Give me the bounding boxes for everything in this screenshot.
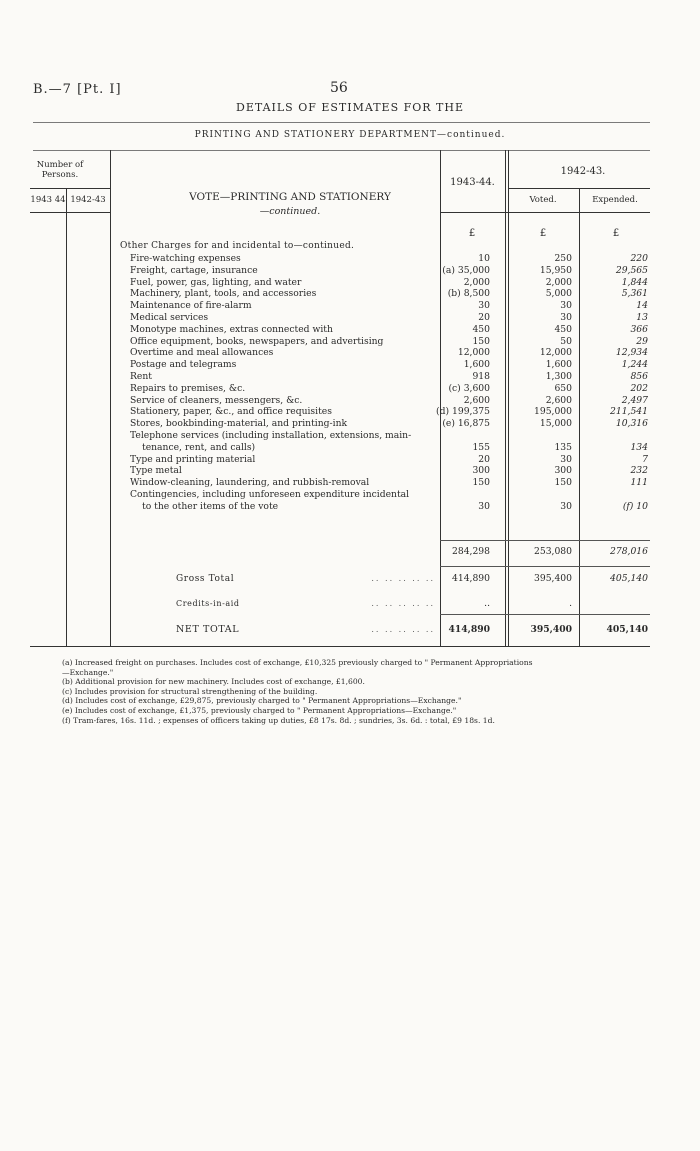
net-total-row [0, 624, 700, 636]
item-expended: 7 [642, 453, 648, 465]
item-label: Stores, bookbinding-material, and printing-ink [130, 418, 348, 430]
table-row [0, 406, 700, 418]
item-label: Overtime and meal allowances [130, 347, 274, 359]
item-voted: 5,000 [545, 288, 572, 300]
item-estimate: 150 [472, 335, 490, 347]
rule [440, 212, 650, 213]
item-estimate: 30 [478, 500, 490, 512]
item-estimate: 918 [472, 371, 490, 382]
item-expended: 202 [630, 382, 648, 394]
item-voted: 30 [560, 453, 572, 465]
item-expended: (f) 10 [622, 500, 648, 512]
item-voted: 30 [560, 500, 572, 512]
item-expended: 10,316 [615, 418, 648, 430]
item-label: Rent [130, 371, 152, 382]
item-estimate: (b) 8,500 [447, 288, 490, 300]
item-voted: 135 [554, 441, 572, 453]
leader-dots: .. .. .. .. .. [371, 574, 435, 583]
item-label: Monotype machines, extras connected with [130, 323, 333, 335]
subtotal-expended: 278,016 [610, 546, 648, 557]
item-label: Maintenance of fire-alarm [130, 300, 252, 312]
footnote: (b) Additional provision for new machinery. Includes cost of exchange, £1,600. [62, 677, 365, 687]
item-voted: 12,000 [539, 347, 572, 359]
item-voted: 30 [560, 312, 572, 323]
rule [440, 614, 650, 615]
item-voted: 1,300 [545, 371, 572, 382]
item-estimate: (a) 35,000 [442, 264, 490, 276]
table-row [0, 336, 700, 348]
item-label: Type metal [130, 465, 182, 477]
year-current-heading: 1943-44. [450, 177, 495, 188]
footnote: (a) Increased freight on purchases. Includes cost of exchange, £10,325 previously charged to " Permanent Appropriations [62, 658, 533, 667]
item-label: Postage and telegrams [130, 359, 237, 371]
item-label: Office equipment, books, newspapers, and advertising [130, 335, 384, 347]
rule [33, 150, 650, 151]
rule [30, 646, 650, 647]
table-row [0, 347, 700, 359]
item-expended: 1,244 [621, 359, 648, 371]
net-total-voted: 395,400 [530, 624, 572, 635]
item-estimate: (e) 16,875 [442, 418, 490, 430]
gross-total-row [0, 573, 700, 585]
item-voted: 2,600 [545, 394, 572, 406]
item-voted: 650 [554, 382, 572, 394]
table-row [0, 454, 700, 466]
footnote: (c) Includes provision for structural strengthening of the building. [62, 686, 318, 696]
footnote: (e) Includes cost of exchange, £1,375, previously charged to " Permanent Appropriations—Exchange." [62, 706, 457, 715]
item-label: Fire-watching expenses [130, 253, 241, 264]
table-row [0, 288, 700, 300]
voted-heading: Voted. [529, 195, 557, 205]
table-row [0, 477, 700, 489]
table-row [0, 312, 700, 324]
persons-heading: Number of Persons. [36, 160, 84, 180]
item-expended: 29,565 [615, 264, 648, 276]
footnote: (d) Includes cost of exchange, £29,875, previously charged to " Permanent Appropriations—Exchange." [62, 696, 462, 706]
table-row [0, 265, 700, 277]
item-label: Window-cleaning, laundering, and rubbish-removal [130, 477, 370, 489]
subtotal-row [0, 546, 700, 558]
item-estimate: 150 [472, 477, 490, 489]
item-estimate: (c) 3,600 [448, 382, 490, 394]
item-voted: 2,000 [545, 276, 572, 288]
item-label: Repairs to premises, &c. [130, 382, 246, 394]
rule [440, 540, 650, 541]
table-row [0, 300, 700, 312]
credits-label: Credits-in-aid [176, 599, 240, 608]
table-row [0, 489, 700, 501]
pound-sign: £ [612, 228, 620, 239]
net-total-label: NET TOTAL [176, 624, 240, 635]
table-row [0, 430, 700, 442]
item-expended: 111 [630, 477, 648, 489]
item-label: Type and printing material [130, 453, 256, 465]
item-voted: 195,000 [534, 406, 572, 418]
footnote: (f) Tram-fares, 16s. 11d. ; expenses of officers taking up duties, £8 17s. 8d. ; sundries, 3s. 6d. : total, £9 18s. 1d. [62, 715, 495, 725]
item-estimate: 10 [478, 253, 490, 264]
item-label: to the other items of the vote [142, 500, 279, 512]
item-expended: 12,934 [615, 347, 648, 359]
table-row [0, 501, 700, 513]
item-expended: 134 [630, 441, 648, 453]
item-estimate: 2,600 [463, 394, 490, 406]
item-estimate: 20 [478, 453, 490, 465]
persons-1942: 1942-43 [70, 195, 106, 205]
gross-total-label: Gross Total [176, 574, 235, 584]
leader-dots: .. .. .. .. .. [371, 599, 435, 608]
item-expended: 2,497 [621, 394, 648, 406]
gross-total-voted: 395,400 [534, 573, 572, 584]
page-title: DETAILS OF ESTIMATES FOR THE [236, 101, 464, 114]
item-expended: 29 [636, 335, 648, 347]
expended-heading: Expended. [592, 195, 638, 205]
item-voted: 250 [554, 253, 572, 264]
item-estimate: 20 [478, 312, 490, 323]
item-voted: 30 [560, 300, 572, 312]
section-heading: Other Charges for and incidental to—continued. [120, 241, 355, 251]
document-reference: B.—7 [Pt. I] [33, 82, 122, 97]
item-voted: 150 [554, 477, 572, 489]
item-estimate: 1,600 [463, 359, 490, 371]
item-label: Telephone services (including installation, extensions, main- [130, 430, 412, 441]
table-row [0, 277, 700, 289]
item-expended: 856 [630, 371, 648, 382]
item-expended: 13 [636, 312, 648, 323]
credits-voted: . [569, 598, 572, 609]
year-previous-heading: 1942-43. [560, 166, 606, 177]
item-expended: 5,361 [621, 288, 648, 300]
net-total-expended: 405,140 [606, 624, 648, 635]
item-voted: 15,000 [539, 418, 572, 430]
table-row [0, 359, 700, 371]
item-label: Machinery, plant, tools, and accessories [130, 288, 317, 300]
footnote: —Exchange." [62, 667, 114, 677]
rule [440, 566, 650, 567]
item-estimate: 2,000 [463, 276, 490, 288]
rule [30, 212, 110, 213]
table-row [0, 395, 700, 407]
item-voted: 50 [560, 335, 572, 347]
leader-dots: .. .. .. .. .. [371, 625, 435, 634]
department-title: PRINTING AND STATIONERY DEPARTMENT—continued. [194, 130, 506, 140]
item-expended: 220 [630, 253, 648, 264]
rule [33, 122, 650, 123]
item-estimate: 30 [478, 300, 490, 312]
item-expended: 232 [630, 465, 648, 477]
item-label: Service of cleaners, messengers, &c. [130, 394, 303, 406]
table-row [0, 465, 700, 477]
item-estimate: 450 [472, 323, 490, 335]
item-estimate: 12,000 [457, 347, 490, 359]
item-label: Fuel, power, gas, lighting, and water [130, 276, 302, 288]
item-label: Stationery, paper, &c., and office requisites [130, 406, 332, 418]
table-row [0, 418, 700, 430]
pound-sign: £ [468, 228, 476, 239]
table-row [0, 371, 700, 383]
item-voted: 300 [554, 465, 572, 477]
gross-total-expended: 405,140 [610, 573, 648, 584]
item-expended: 366 [630, 323, 648, 335]
item-label: tenance, rent, and calls) [142, 441, 256, 453]
item-label: Contingencies, including unforeseen expenditure incidental [130, 489, 410, 500]
credits-row [0, 598, 700, 610]
credits-estimate: .. [484, 598, 490, 609]
subtotal-voted: 253,080 [534, 546, 572, 557]
vote-continued: —continued. [259, 206, 321, 217]
item-voted: 450 [554, 323, 572, 335]
gross-total-estimate: 414,890 [452, 573, 490, 584]
item-voted: 1,600 [545, 359, 572, 371]
item-estimate: 155 [472, 441, 490, 453]
item-voted: 15,950 [539, 264, 572, 276]
table-row [0, 253, 700, 265]
net-total-estimate: 414,890 [448, 624, 490, 635]
item-expended: 1,844 [621, 276, 648, 288]
table-row [0, 442, 700, 454]
item-label: Freight, cartage, insurance [130, 264, 258, 276]
rule [30, 188, 110, 189]
table-row [0, 383, 700, 395]
pound-sign: £ [539, 228, 547, 239]
persons-1943: 1943 44 [30, 195, 66, 205]
vote-title: VOTE—PRINTING AND STATIONERY [189, 191, 391, 203]
item-estimate: 300 [472, 465, 490, 477]
item-expended: 14 [636, 300, 648, 312]
item-expended: 211,541 [610, 406, 648, 418]
item-label: Medical services [130, 312, 209, 323]
page-number: 56 [330, 80, 348, 96]
table-row [0, 324, 700, 336]
subtotal-estimate: 284,298 [452, 546, 490, 557]
item-estimate: (d) 199,375 [436, 406, 490, 418]
